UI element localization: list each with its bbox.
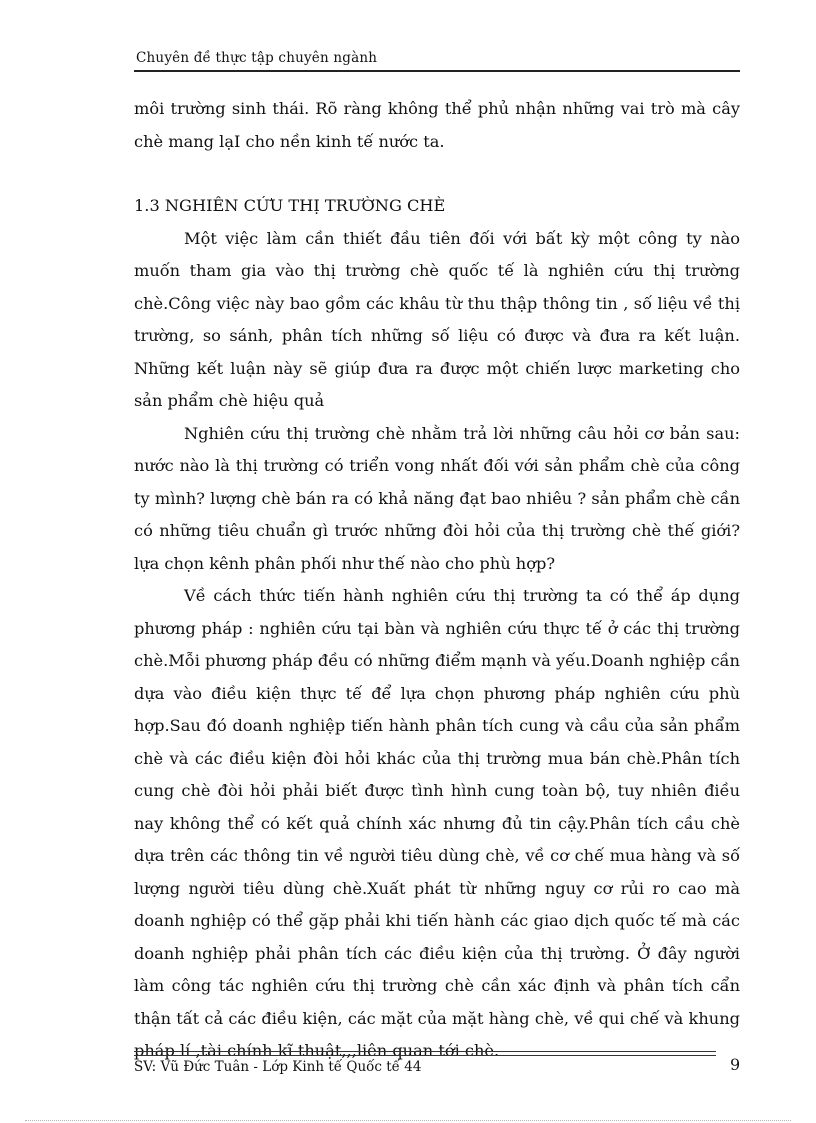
footer-divider	[134, 1051, 716, 1056]
page-number: 9	[730, 1055, 741, 1074]
document-body	[134, 93, 740, 1068]
page-edge-divider	[25, 1120, 791, 1121]
body-paragraph-3: Về cách thức tiến hành nghiên cứu thị trường ta có thể áp dụng phương pháp : nghiên cứu tại bàn và nghiên cứu thực tế ở các thị trường chè.Mỗi phương pháp đều có những điểm mạnh và yếu.Doanh nghiệp cần dựa vào điều kiện thực tế để lựa chọn phương pháp nghiên cứu phù hợp.Sau đó doanh nghiệp tiến hành phân tích cung và cầu của sản phẩm chè và các điều kiện đòi hỏi khác của thị trường mua bán chè.Phân tích cung chè đòi hỏi phải biết được tình hình cung toàn bộ, tuy nhiên điều nay không thể có kết quả chính xác nhưng đủ tin cậy.Phân tích cầu chè dựa trên các thông tin về người tiêu dùng chè, về cơ chế mua hàng và số lượng người tiêu dùng chè.Xuất phát từ những nguy cơ rủi ro cao mà doanh nghiệp có thể gặp phải khi tiến hành các giao dịch quốc tế mà các doanh nghiệp phải phân tích các điều kiện của thị trường. Ở đây người làm công tác nghiên cứu thị trường chè cần xác định và phân tích cẩn thận tất cả các điều kiện, các mặt của mặt hàng chè, về qui chế và khung pháp lí ,tài chính kĩ thuật,,,liên quan tới chè.	[134, 586, 740, 1060]
header-title: Chuyên đề thực tập chuyên ngành	[136, 50, 378, 66]
body-paragraph-2: Nghiên cứu thị trường chè nhằm trả lời những câu hỏi cơ bản sau: nước nào là thị trường có triển vong nhất đối với sản phẩm chè của công ty mình? lượng chè bán ra có khả năng đạt bao nhiêu ? sản phẩm chè cần có những tiêu chuẩn gì trước những đòi hỏi của thị trường chè thế giới? lựa chọn kênh phân phối như thế nào cho phù hợp?	[134, 423, 740, 573]
footer-author: SV: Vũ Đức Tuân - Lớp Kinh tế Quốc tế 44	[134, 1059, 422, 1075]
body-paragraph-1: Một việc làm cần thiết đầu tiên đối với bất kỳ một công ty nào muốn tham gia vào thị trường chè quốc tế là nghiên cứu thị trường chè.Công việc này bao gồm các khâu từ thu thập thông tin , số liệu về thị trường, so sánh, phân tích những số liệu có được và đưa ra kết luận. Những kết luận này sẽ giúp đưa ra được một chiến lược marketing cho sản phẩm chè hiệu quả	[134, 228, 740, 410]
page-header	[134, 48, 740, 72]
intro-paragraph: môi trường sinh thái. Rõ ràng không thể phủ nhận những vai trò mà cây chè mang lạI cho nền kinh tế nước ta.	[134, 99, 740, 151]
section-heading: 1.3 NGHIÊN CỨU THỊ TRƯỜNG CHÈ	[134, 196, 446, 215]
